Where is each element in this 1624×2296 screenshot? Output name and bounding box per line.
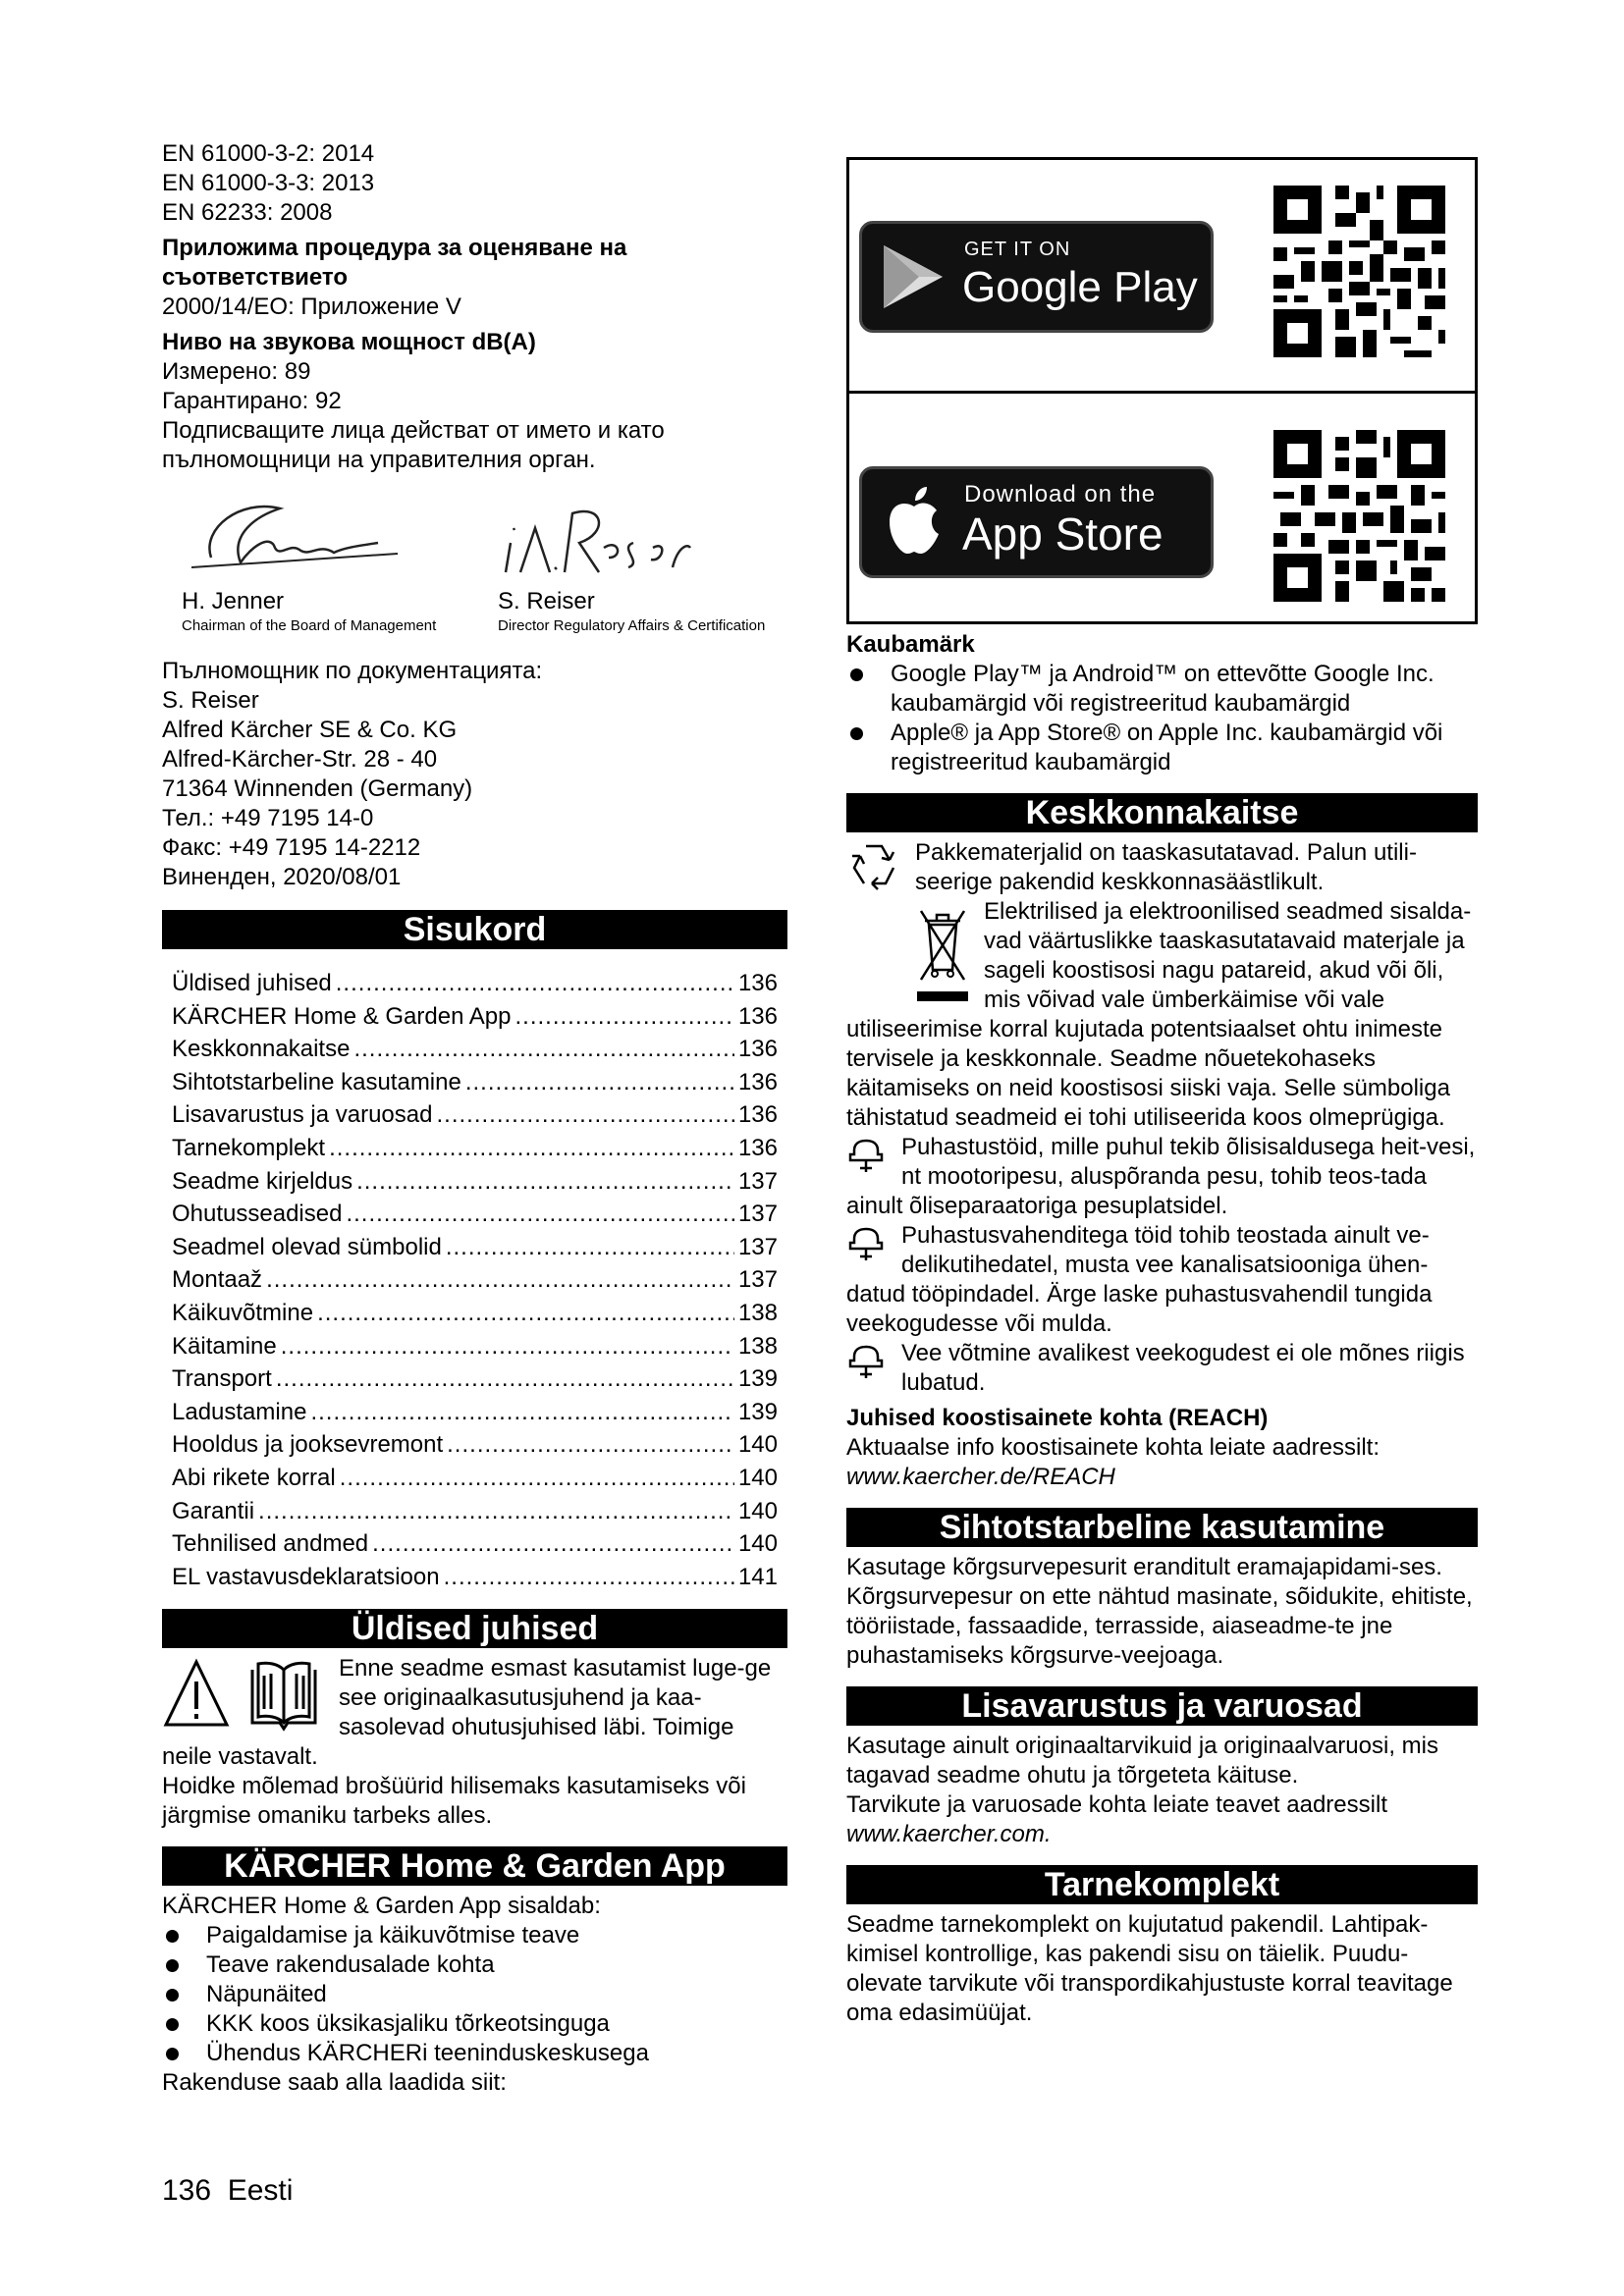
toc-page: 138 [737, 1332, 778, 1360]
general-title: Üldised juhised [162, 1609, 787, 1648]
env-electronics [846, 897, 1478, 1133]
right-column [846, 139, 1478, 2028]
toc-leader [266, 1263, 734, 1297]
toc-row[interactable] [172, 1263, 778, 1297]
toc-row[interactable] [172, 1165, 778, 1199]
app-title: KÄRCHER Home & Garden App [162, 1846, 787, 1886]
signature-jenner [172, 489, 407, 587]
toc-title: Sisukord [162, 910, 787, 949]
oil-icon-wrap [846, 1133, 892, 1185]
toc-page: 139 [737, 1365, 778, 1393]
toc-leader [258, 1495, 734, 1528]
doc-agent-line: Пълномощник по документацията: [162, 658, 543, 684]
env-oil-text: Puhastustöid, mille puhul tekib õlisisaldusega heit-vesi, nt mootoripesu, aluspõranda pesu, tohib teos-tada ainult õliseparaatoriga pesuplatsidel. [846, 1134, 1476, 1219]
toc-label: Üldised juhised [172, 970, 332, 996]
qr-code-google[interactable] [1273, 186, 1445, 357]
toc-row[interactable] [172, 1198, 778, 1231]
toc-leader [340, 1462, 734, 1495]
signer-1-title: Chairman of the Board of Management [182, 617, 437, 634]
google-play-big-text: Google Play [962, 263, 1198, 311]
toc-label: Transport [172, 1365, 272, 1393]
guaranteed-value: Гарантирано: 92 [162, 388, 342, 414]
scope-title: Tarnekomplekt [846, 1865, 1478, 1904]
toc-page: 137 [737, 1167, 778, 1195]
scope-text: Seadme tarnekomplekt on kujutatud pakendil. Lahtipak-kimisel kontrollige, kas pakendi sisu on täielik. Puudu-olevate tarvikute või transpordikahjustuste korral teavitage oma edasimüüjat. [846, 1911, 1453, 2026]
general-text-2: Hoidke mõlemad brošüürid hilisemaks kasutamiseks või järgmise omaniku tarbeks alles. [162, 1773, 746, 1830]
doc-agent-line: S. Reiser [162, 687, 259, 714]
toc-leader [336, 967, 734, 1000]
footer-language: Eesti [227, 2174, 294, 2207]
app-store-badge[interactable] [859, 466, 1214, 578]
recycle-icon-wrap [846, 838, 905, 898]
use-title: Sihtotstarbeline kasutamine [846, 1508, 1478, 1547]
toc-page: 140 [737, 1431, 778, 1459]
env-title: Keskkonnakaitse [846, 793, 1478, 832]
env-detergent [846, 1221, 1478, 1339]
toc-page: 137 [737, 1201, 778, 1228]
accessories-link[interactable]: www.kaercher.com. [846, 1821, 1052, 1847]
toc-label: Seadmel olevad sümbolid [172, 1233, 442, 1260]
sound-heading: Ниво на звукова мощност dB(A) [162, 329, 536, 355]
warning-manual-icon [162, 1654, 329, 1735]
doc-agent-line: Виненден, 2020/08/01 [162, 864, 402, 890]
list-item: Paigaldamise ja käikuvõtmise teave [162, 1921, 787, 1950]
toc-row[interactable] [172, 1231, 778, 1264]
signer-1-name: H. Jenner [182, 588, 285, 614]
env-packaging [846, 838, 1478, 897]
toc-label: Käitamine [172, 1332, 277, 1360]
doc-agent [162, 657, 787, 892]
doc-agent-line: 71364 Winnenden (Germany) [162, 775, 473, 802]
toc-row[interactable] [172, 1495, 778, 1528]
env-water [846, 1339, 1478, 1398]
toc-leader [436, 1098, 733, 1132]
toc-page: 140 [737, 1497, 778, 1524]
google-play-badge[interactable] [859, 221, 1214, 333]
toc-label: KÄRCHER Home & Garden App [172, 1002, 512, 1030]
general-section [162, 1654, 787, 1831]
water-icon-wrap [846, 1339, 892, 1391]
toc-row[interactable] [172, 1066, 778, 1099]
toc-page: 136 [737, 1134, 778, 1161]
list-item: Apple® ja App Store® on Apple Inc. kaubamärgid või registreeritud kaubamärgid [846, 719, 1478, 777]
water-tap-icon [846, 1221, 886, 1268]
toc-page: 137 [737, 1233, 778, 1260]
toc-label: Montaaž [172, 1266, 263, 1294]
toc-leader [514, 1000, 733, 1034]
toc-leader [356, 1165, 734, 1199]
use-text-2: Kõrgsurvepesur on ette nähtud masinate, sõidukite, ehitiste, tööriistade, fassaadide, terrasside, aiaseadme-te jne puhastamiseks kõrgsurve-veejoaga. [846, 1583, 1473, 1669]
app-store-small-text: Download on the [964, 481, 1157, 507]
toc-row[interactable] [172, 1462, 778, 1495]
procedure-value: 2000/14/EO: Приложение V [162, 294, 461, 320]
app-download-text: Rakenduse saab alla laadida siit: [162, 2069, 507, 2097]
reach-link[interactable]: www.kaercher.de/REACH [846, 1464, 1115, 1490]
env-electronics-text: Elektrilised ja elektroonilised seadmed sisalda-vad väärtuslikke taaskasutatavaid materjale ja sageli koostisosi nagu patareid, akud või õli, mis võivad vale ümberkäimise või vale utiliseerimise korral kujutada potentsiaalset ohtu inimeste tervisele ja keskkonnale. Seadme nõuetekohaseks käitamiseks on neid koostisosi siiski vaja. Selle sümboliga tähistatud seadmeid ei tohi utiliseerida koos olmeprügiga. [846, 898, 1472, 1131]
env-oil [846, 1133, 1478, 1221]
doc-agent-line: Alfred-Kärcher-Str. 28 - 40 [162, 746, 438, 773]
toc-row[interactable] [172, 1297, 778, 1330]
detergent-icon-wrap [846, 1221, 892, 1273]
accessories-title: Lisavarustus ja varuosad [846, 1686, 1478, 1726]
toc-row[interactable] [172, 1098, 778, 1132]
toc-page: 140 [737, 1530, 778, 1558]
toc-label: Tarnekomplekt [172, 1134, 326, 1161]
toc-leader [372, 1527, 734, 1561]
toc-leader [353, 1033, 734, 1066]
water-tap-icon [846, 1339, 886, 1386]
page-footer [162, 2173, 293, 2209]
crossed-bin-icon [915, 903, 970, 1005]
page-number: 136 [162, 2174, 212, 2207]
toc-leader [346, 1198, 734, 1231]
standard-3: EN 62233: 2008 [162, 199, 333, 226]
signature-reiser [496, 489, 692, 587]
apple-icon [886, 485, 943, 556]
toc-page: 136 [737, 1101, 778, 1129]
toc-row[interactable] [172, 1527, 778, 1561]
toc-leader [446, 1231, 734, 1264]
recycle-icon [846, 838, 901, 893]
toc-row[interactable] [172, 1561, 778, 1594]
signer-2-name: S. Reiser [498, 588, 595, 614]
toc-page: 139 [737, 1398, 778, 1425]
toc-leader [329, 1132, 734, 1165]
standard-2: EN 61000-3-3: 2013 [162, 170, 375, 196]
list-item: Ühendus KÄRCHERi teeninduskeskusega [162, 2039, 787, 2068]
table-of-contents [162, 967, 787, 1593]
store-box-divider [849, 391, 1475, 394]
list-item: KKK koos üksikasjaliku tõrkeotsinguga [162, 2009, 787, 2039]
toc-row[interactable] [172, 1033, 778, 1066]
list-item: Teave rakendusalade kohta [162, 1950, 787, 1980]
trademark-heading: Kaubamärk [846, 631, 975, 658]
signer-2-title: Director Regulatory Affairs & Certification [498, 617, 766, 634]
trademark-list [846, 660, 1478, 777]
qr-code-apple[interactable] [1273, 430, 1445, 602]
toc-page: 136 [737, 1036, 778, 1063]
toc-label: Ladustamine [172, 1398, 307, 1425]
app-intro: KÄRCHER Home & Garden App sisaldab: [162, 1893, 601, 1920]
toc-label: Garantii [172, 1497, 255, 1524]
env-water-text: Vee võtmine avalikest veekogudest ei ole mõnes riigis lubatud. [901, 1340, 1465, 1396]
doc-agent-line: Тел.: +49 7195 14-0 [162, 805, 374, 831]
toc-row[interactable] [172, 1428, 778, 1462]
app-store-big-text: App Store [962, 508, 1164, 560]
google-play-small-text: GET IT ON [964, 239, 1071, 260]
toc-row[interactable] [172, 1330, 778, 1363]
toc-page: 141 [737, 1563, 778, 1590]
standard-1: EN 61000-3-2: 2014 [162, 140, 375, 167]
toc-label: Keskkonnakaitse [172, 1036, 351, 1063]
use-text-1: Kasutage kõrgsurvepesurit eranditult eramajapidami-ses. [846, 1554, 1442, 1580]
toc-label: EL vastavusdeklaratsioon [172, 1563, 440, 1590]
google-play-icon [880, 241, 947, 312]
toc-row[interactable] [172, 967, 778, 1000]
toc-page: 137 [737, 1266, 778, 1294]
toc-page: 136 [737, 1068, 778, 1095]
procedure-heading: Приложима процедура за оценяване на съответствието [162, 235, 627, 291]
signatures [162, 489, 787, 651]
toc-leader [310, 1396, 734, 1429]
toc-page: 136 [737, 1002, 778, 1030]
signatories-text: Подписващите лица действат от името и като пълномощници на управителния орган. [162, 417, 665, 473]
toc-label: Ohutusseadised [172, 1201, 343, 1228]
toc-leader [317, 1297, 734, 1330]
doc-agent-line: Alfred Kärcher SE & Co. KG [162, 717, 458, 743]
toc-leader [465, 1066, 734, 1099]
env-packaging-text: Pakkematerjalid on taaskasutatavad. Palun utili-seerige pakendid keskkonnasäästlikult. [915, 839, 1417, 895]
toc-page: 136 [737, 970, 778, 996]
measured-value: Измерено: 89 [162, 358, 311, 385]
toc-row[interactable] [172, 1362, 778, 1396]
reach-heading: Juhised koostisainete kohta (REACH) [846, 1405, 1269, 1431]
toc-label: Hooldus ja jooksevremont [172, 1431, 444, 1459]
doc-agent-line: Факс: +49 7195 14-2212 [162, 834, 421, 861]
app-feature-list [162, 1921, 787, 2068]
reach-text: Aktuaalse info koostisainete kohta leiate aadressilt: [846, 1434, 1380, 1461]
signer-1 [182, 587, 476, 636]
toc-row[interactable] [172, 1000, 778, 1034]
env-detergent-text: Puhastusvahenditega töid tohib teostada ainult ve-delikutihedatel, musta vee kanalisatsiooniga ühen-datud tööpindadel. Ärge laske puhastusvahendil tungida veekogudesse või mulda. [846, 1222, 1433, 1337]
app-store-box [846, 157, 1478, 624]
toc-row[interactable] [172, 1132, 778, 1165]
toc-label: Sihtotstarbeline kasutamine [172, 1068, 461, 1095]
toc-leader [281, 1330, 734, 1363]
toc-label: Tehnilised andmed [172, 1530, 369, 1558]
signer-2 [498, 587, 792, 636]
toc-page: 138 [737, 1299, 778, 1326]
list-item: Näpunäited [162, 1980, 787, 2009]
toc-row[interactable] [172, 1396, 778, 1429]
toc-label: Käikuvõtmine [172, 1299, 314, 1326]
toc-leader [447, 1428, 734, 1462]
list-item: Google Play™ ja Android™ on ettevõtte Google Inc. kaubamärgid või registreeritud kaubamärgid [846, 660, 1478, 719]
weee-icon-wrap [915, 903, 974, 1010]
toc-label: Abi rikete korral [172, 1464, 336, 1491]
toc-page: 140 [737, 1464, 778, 1491]
general-icons [162, 1654, 329, 1739]
accessories-text-2: Tarvikute ja varuosade kohta leiate teavet aadressilt [846, 1791, 1387, 1818]
accessories-text-1: Kasutage ainult originaaltarvikuid ja originaalvaruosi, mis tagavad seadme ohutu ja tõrgeteta käituse. [846, 1733, 1438, 1789]
toc-label: Seadme kirjeldus [172, 1167, 353, 1195]
water-tap-icon [846, 1133, 886, 1180]
general-text-1: Enne seadme esmast kasutamist luge-ge see originaalkasutusjuhend ja kaa-sasolevad ohutusjuhised läbi. Toimige neile vastavalt. [162, 1655, 772, 1771]
toc-label: Lisavarustus ja varuosad [172, 1101, 433, 1129]
toc-leader [276, 1362, 734, 1396]
toc-leader [444, 1561, 734, 1594]
left-column [162, 139, 787, 2098]
